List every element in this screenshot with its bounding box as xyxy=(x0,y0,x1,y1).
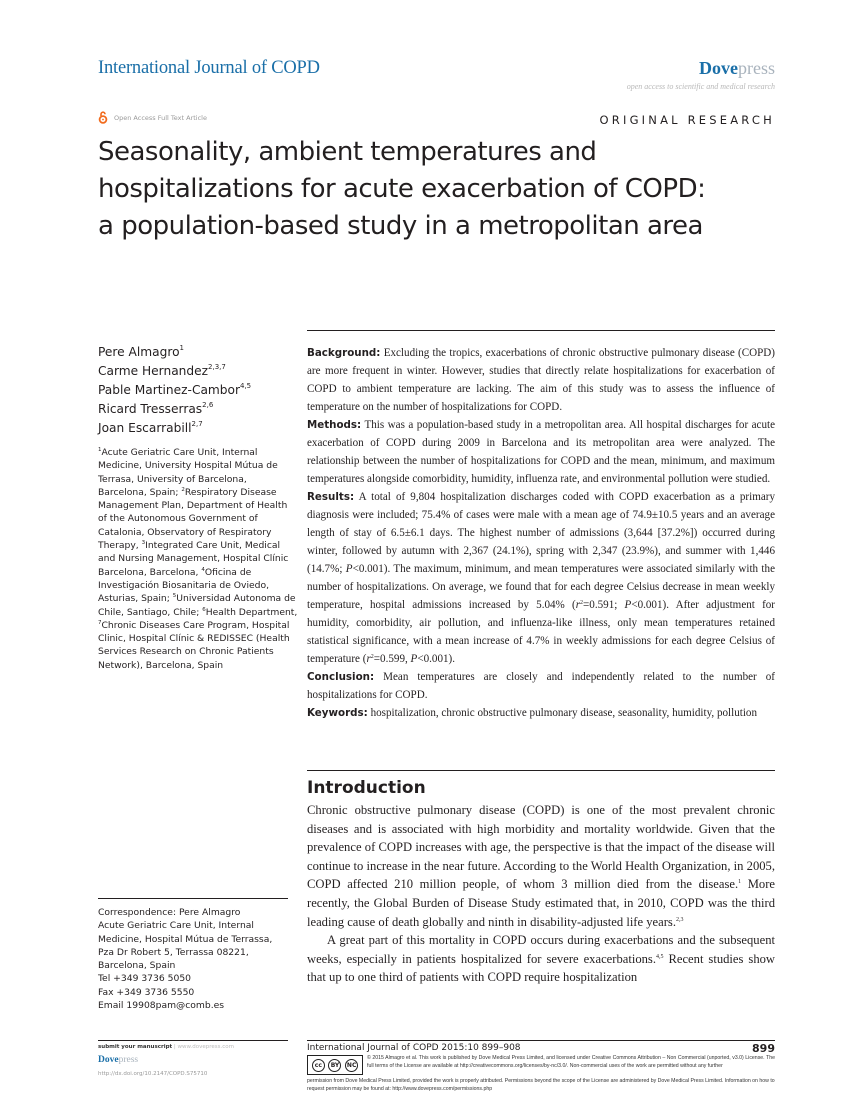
publisher-tagline: open access to scientific and medical research xyxy=(626,82,775,91)
section-label: Background: xyxy=(307,347,381,359)
open-access-lock-icon xyxy=(98,111,108,124)
paragraph: A great part of this mortality in COPD occurs during exacerbations and the subsequent weeks, especially in patients hospitalized for severe exacerbations.$^{4,5}$ Recent studies show that up to one third of patients with COPD require hospitalization xyxy=(307,933,776,985)
cc-icon: cc xyxy=(312,1059,325,1072)
introduction-body xyxy=(307,801,775,987)
open-access-badge xyxy=(98,111,207,124)
noncommercial-icon: NC xyxy=(345,1059,358,1072)
citation-ref[interactable]: 1 xyxy=(738,879,742,886)
abstract-methods: Methods: This was a population-based study in a metropolitan area. All hospital discharges for acute exacerbation of COPD during 2009 in Barcelona and its metropolitan area were analyzed. The relationship between the number of hospitalizations for COPD and the mean, minimum, and maximum temperatures alongside comorbidity, humidity, influenza rate, and environmental pollution were studied. xyxy=(307,419,776,485)
license-text-continued: permission from Dove Medical Press Limited, provided the work is properly attributed. Permissions beyond the scope of the License are administered by Dove Medical Press Limited. Information on how to request permission may be found at: http://www.dovepress.com/permissions.php xyxy=(307,1078,775,1092)
section-label: Conclusion: xyxy=(307,671,375,683)
correspondence-phone: Tel +349 3736 5050 xyxy=(98,973,192,985)
affiliation: Integrated Care Unit, Medical and Nursing Management, Hospital Clínic Barcelona, Barcelona, xyxy=(98,540,289,578)
open-access-label: Open Access Full Text Article xyxy=(114,113,207,122)
divider xyxy=(98,898,288,899)
title-line: a population-based study in a metropolitan area xyxy=(98,211,703,241)
divider xyxy=(307,330,775,331)
correspondence-line: Medicine, Hospital Mútua de Terrassa, xyxy=(98,933,273,945)
section-heading: Introduction xyxy=(307,778,426,798)
author: Ricard Tresserras$^{2,6}$ xyxy=(98,401,214,416)
abstract-results: Results: A total of 9,804 hospitalization discharges coded with COPD exacerbation as a primary diagnosis were included; 75.4% of cases were male with a mean age of 74.9±10.5 years and an average length of stay of 6.5±6.1 days. The highest number of admissions (3,644 [37.2%]) occurred during winter, followed by autumn with 2,367 (24.1%), spring with 2,347 (23.9%), and summer with 1,446 (14.7%; P<0.001). The maximum, minimum, and mean temperatures were associated similarly with the number of hospitalizations. On average, we found that for each degree Celsius decrease in mean weekly temperature, hospital admissions increased by 5.04% ($r^2=0.591$; P<0.001). After adjustment for humidity, comorbidity, air pollution, and influenza-like illness, only mean temperatures retained statistical significance, with a mean increase of 4.7% in weekly admissions for each degree Celsius of temperature ($r^2=0.599$, P<0.001). xyxy=(307,491,775,665)
abstract-background: Background: Excluding the tropics, exacerbations of chronic obstructive pulmonary disease (COPD) are more frequent in winter. However, studies that directly relate hospitalizations for exacerbation of COPD to ambient temperature are lacking. The aim of this study was to assess the influence of temperature on the number of hospitalizations for COPD. xyxy=(307,347,775,413)
author: Pere Almagro$^1$ xyxy=(98,344,184,359)
correspondence xyxy=(98,906,298,1012)
publisher-logo[interactable] xyxy=(699,58,775,79)
author-list xyxy=(98,343,251,438)
affiliations: $^1$Acute Geriatric Care Unit, Internal Medicine, University Hospital Mútua de Terrasa, University of Barcelona, Barcelona, Spain; $^2$Respiratory Disease Management Plan, Department of Health of the Autonomous Government of Catalonia, Observatory of Respiratory Therapy, $^3$Integrated Care Unit, Medical and Nursing Management, Hospital Clínic Barcelona, Barcelona, $^4$Oficina de Investigación Biosanitaria de Oviedo, Asturias, Spain; $^5$Universidad Autonoma de Chile, Santiago, Chile; $^6$Health Department, $^7$Chronic Diseases Care Program, Hospital Clinic, Hospital Clínic & REDISSEC (Health Services Research on Chronic Patients Network), Barcelona, Spain xyxy=(98,447,298,671)
section-label: Results: xyxy=(307,491,355,503)
abstract-conclusion: Conclusion: Mean temperatures are closely and independently related to the number of hospitalizations for COPD. xyxy=(307,671,775,701)
citation-ref[interactable]: 4,5 xyxy=(655,953,664,960)
author: Pable Martinez-Cambor$^{4,5}$ xyxy=(98,382,252,397)
affiliation: Universidad Autonoma de Chile, Santiago, Chile; xyxy=(98,593,296,618)
affiliation: Acute Geriatric Care Unit, Internal Medicine, University Hospital Mútua de Terrasa, University of Barcelona, Barcelona, Spain; xyxy=(98,447,278,498)
abstract-keywords: Keywords: hospitalization, chronic obstructive pulmonary disease, seasonality, humidity, pollution xyxy=(307,707,758,719)
section-label: Keywords: xyxy=(307,707,368,719)
divider xyxy=(307,1040,775,1041)
abstract xyxy=(307,344,775,722)
publisher-logo-bold: Dove xyxy=(699,58,738,78)
correspondence-line: Barcelona, Spain xyxy=(98,960,176,972)
correspondence-fax: Fax +349 3736 5550 xyxy=(98,986,195,998)
affiliation: Health Department, xyxy=(205,606,298,618)
journal-title: International Journal of COPD xyxy=(98,58,320,78)
doi-link[interactable]: http://dx.doi.org/10.2147/COPD.S75710 xyxy=(98,1071,208,1077)
title-line: Seasonality, ambient temperatures and xyxy=(98,137,597,167)
section-label: Methods: xyxy=(307,419,362,431)
journal-citation: International Journal of COPD 2015:10 899–908 xyxy=(307,1043,521,1053)
author: Carme Hernandez$^{2,3,7}$ xyxy=(98,363,226,378)
author: Joan Escarrabill$^{2,7}$ xyxy=(98,420,203,435)
divider xyxy=(98,1040,288,1041)
correspondence-line: Pza Dr Robert 5, Terrassa 08221, xyxy=(98,946,249,958)
affiliation: Chronic Diseases Care Program, Hospital Clinic, Hospital Clínic & REDISSEC (Health Services Research on Chronic Patients Network), Barcelona, Spain xyxy=(98,619,290,671)
correspondence-line: Acute Geriatric Care Unit, Internal xyxy=(98,920,254,932)
affiliation: Respiratory Disease Management Plan, Department of Health of the Autonomous Government of Catalonia, Observatory of Respiratory Therapy, xyxy=(98,486,288,552)
publisher-logo-light: press xyxy=(738,58,775,78)
correspondence-line: Correspondence: Pere Almagro xyxy=(98,907,241,918)
affiliation: Oficina de Investigación Biosanitaria de Oviedo, Asturias, Spain; xyxy=(98,566,270,605)
article-title xyxy=(98,134,788,245)
title-line: hospitalizations for acute exacerbation of COPD: xyxy=(98,174,706,204)
creative-commons-badge[interactable] xyxy=(307,1055,363,1075)
article-type: ORIGINAL RESEARCH xyxy=(599,113,775,127)
by-attribution-icon: BY xyxy=(328,1059,341,1072)
correspondence-email[interactable]: Email 19908pam@comb.es xyxy=(98,1000,225,1012)
divider xyxy=(307,770,775,771)
citation-ref[interactable]: 2,3 xyxy=(675,916,684,923)
paragraph: Chronic obstructive pulmonary disease (COPD) is one of the most prevalent chronic diseases and is associated with high morbidity and mortality worldwide. Given that the prevalence of COPD increases with age, the perspective is that the impact of the disease will continue to increase in the near future. According to the World Health Organization, in 2005, COPD affected 210 million people, of whom 3 million died from the disease.$^1$ More recently, the Global Burden of Disease Study estimated that, in 2010, COPD was the third leading cause of death globally and ninth in disability-adjusted life years.$^{2,3}$ xyxy=(307,803,775,929)
license-text: © 2015 Almagro et al. This work is published by Dove Medical Press Limited, and licensed under Creative Commons Attribution – Non Commercial (unported, v3.0) License. The full terms of the License are available at http://creativecommons.org/licenses/by-nc/3.0/. Non-commercial uses of the work are permitted without any further xyxy=(367,1055,775,1069)
submit-manuscript-link[interactable]: submit your manuscript | www.dovepress.com xyxy=(98,1044,234,1050)
footer-publisher-logo[interactable]: Dovepress xyxy=(98,1055,139,1065)
page-number: 899 xyxy=(752,1042,775,1055)
